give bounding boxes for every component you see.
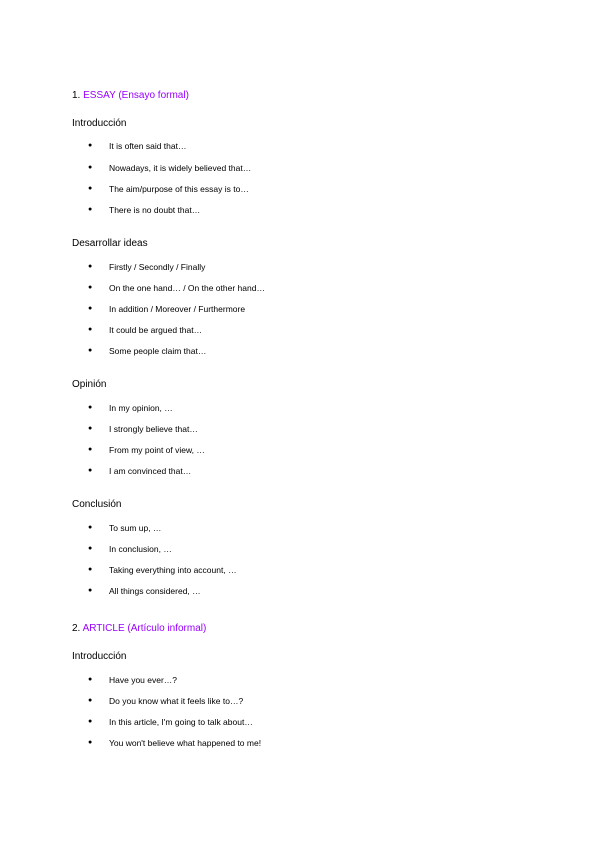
list-item-text: From my point of view, … (109, 445, 205, 455)
list-item-text: Taking everything into account, … (109, 565, 237, 575)
group-heading-introduccion: Introducción (72, 118, 127, 129)
list-item-text: Firstly / Secondly / Finally (109, 262, 206, 272)
list-item-text: On the one hand… / On the other hand… (109, 283, 265, 293)
list-item (88, 261, 205, 273)
section-title-text: ESSAY (Ensayo formal) (83, 90, 189, 101)
list-item-text: The aim/purpose of this essay is to… (109, 184, 249, 194)
list-item-text: In this article, I'm going to talk about… (109, 717, 253, 727)
list-item (88, 564, 237, 576)
bullet-icon: ● (88, 467, 93, 474)
list-item-text: There is no doubt that… (109, 205, 201, 215)
bullet-icon: ● (88, 739, 93, 746)
section-title-text: ARTICLE (Artículo informal) (82, 623, 207, 634)
group-heading-desarrollar: Desarrollar ideas (72, 238, 148, 249)
list-item-text: Have you ever…? (109, 675, 178, 685)
list-item (88, 423, 198, 435)
list-item (88, 162, 251, 174)
section-number: 1. (72, 90, 81, 101)
list-item (88, 543, 172, 555)
list-item (88, 183, 249, 195)
list-item (88, 345, 206, 357)
bullet-icon: ● (88, 185, 93, 192)
section-title-article (72, 622, 206, 636)
list-item-text: In my opinion, … (109, 403, 173, 413)
list-item (88, 204, 200, 216)
bullet-icon: ● (88, 284, 93, 291)
bullet-icon: ● (88, 305, 93, 312)
bullet-icon: ● (88, 446, 93, 453)
list-item (88, 522, 161, 534)
list-item (88, 737, 261, 749)
list-item-text: In addition / Moreover / Furthermore (109, 304, 246, 314)
bullet-icon: ● (88, 326, 93, 333)
list-item-text: I strongly believe that… (109, 424, 198, 434)
list-item-text: I am convinced that… (109, 466, 192, 476)
bullet-icon: ● (88, 676, 93, 683)
list-item-text: All things considered, … (109, 586, 201, 596)
list-item-text: Some people claim that… (109, 346, 207, 356)
bullet-icon: ● (88, 697, 93, 704)
bullet-icon: ● (88, 545, 93, 552)
bullet-icon: ● (88, 425, 93, 432)
bullet-icon: ● (88, 718, 93, 725)
group-heading-introduccion: Introducción (72, 651, 127, 662)
bullet-icon: ● (88, 566, 93, 573)
bullet-icon: ● (88, 587, 93, 594)
list-item-text: Nowadays, it is widely believed that… (109, 163, 252, 173)
list-item (88, 282, 265, 294)
section-number: 2. (72, 623, 81, 634)
group-heading-conclusion: Conclusión (72, 499, 122, 510)
bullet-icon: ● (88, 164, 93, 171)
list-item (88, 324, 202, 336)
bullet-icon: ● (88, 404, 93, 411)
list-item-text: Do you know what it feels like to…? (109, 696, 244, 706)
bullet-icon: ● (88, 206, 93, 213)
list-item-text: It is often said that… (109, 141, 187, 151)
list-item-text: You won't believe what happened to me! (109, 738, 262, 748)
list-item (88, 140, 186, 152)
bullet-icon: ● (88, 347, 93, 354)
list-item-text: It could be argued that… (109, 325, 203, 335)
group-heading-opinion: Opinión (72, 379, 107, 390)
list-item (88, 695, 243, 707)
bullet-icon: ● (88, 263, 93, 270)
list-item (88, 674, 177, 686)
bullet-icon: ● (88, 524, 93, 531)
list-item-text: To sum up, … (109, 523, 162, 533)
list-item (88, 444, 205, 456)
list-item (88, 716, 253, 728)
list-item (88, 402, 173, 414)
list-item (88, 303, 245, 315)
list-item (88, 585, 201, 597)
list-item-text: In conclusion, … (109, 544, 172, 554)
list-item (88, 465, 191, 477)
section-title-essay (72, 89, 189, 103)
bullet-icon: ● (88, 142, 93, 149)
